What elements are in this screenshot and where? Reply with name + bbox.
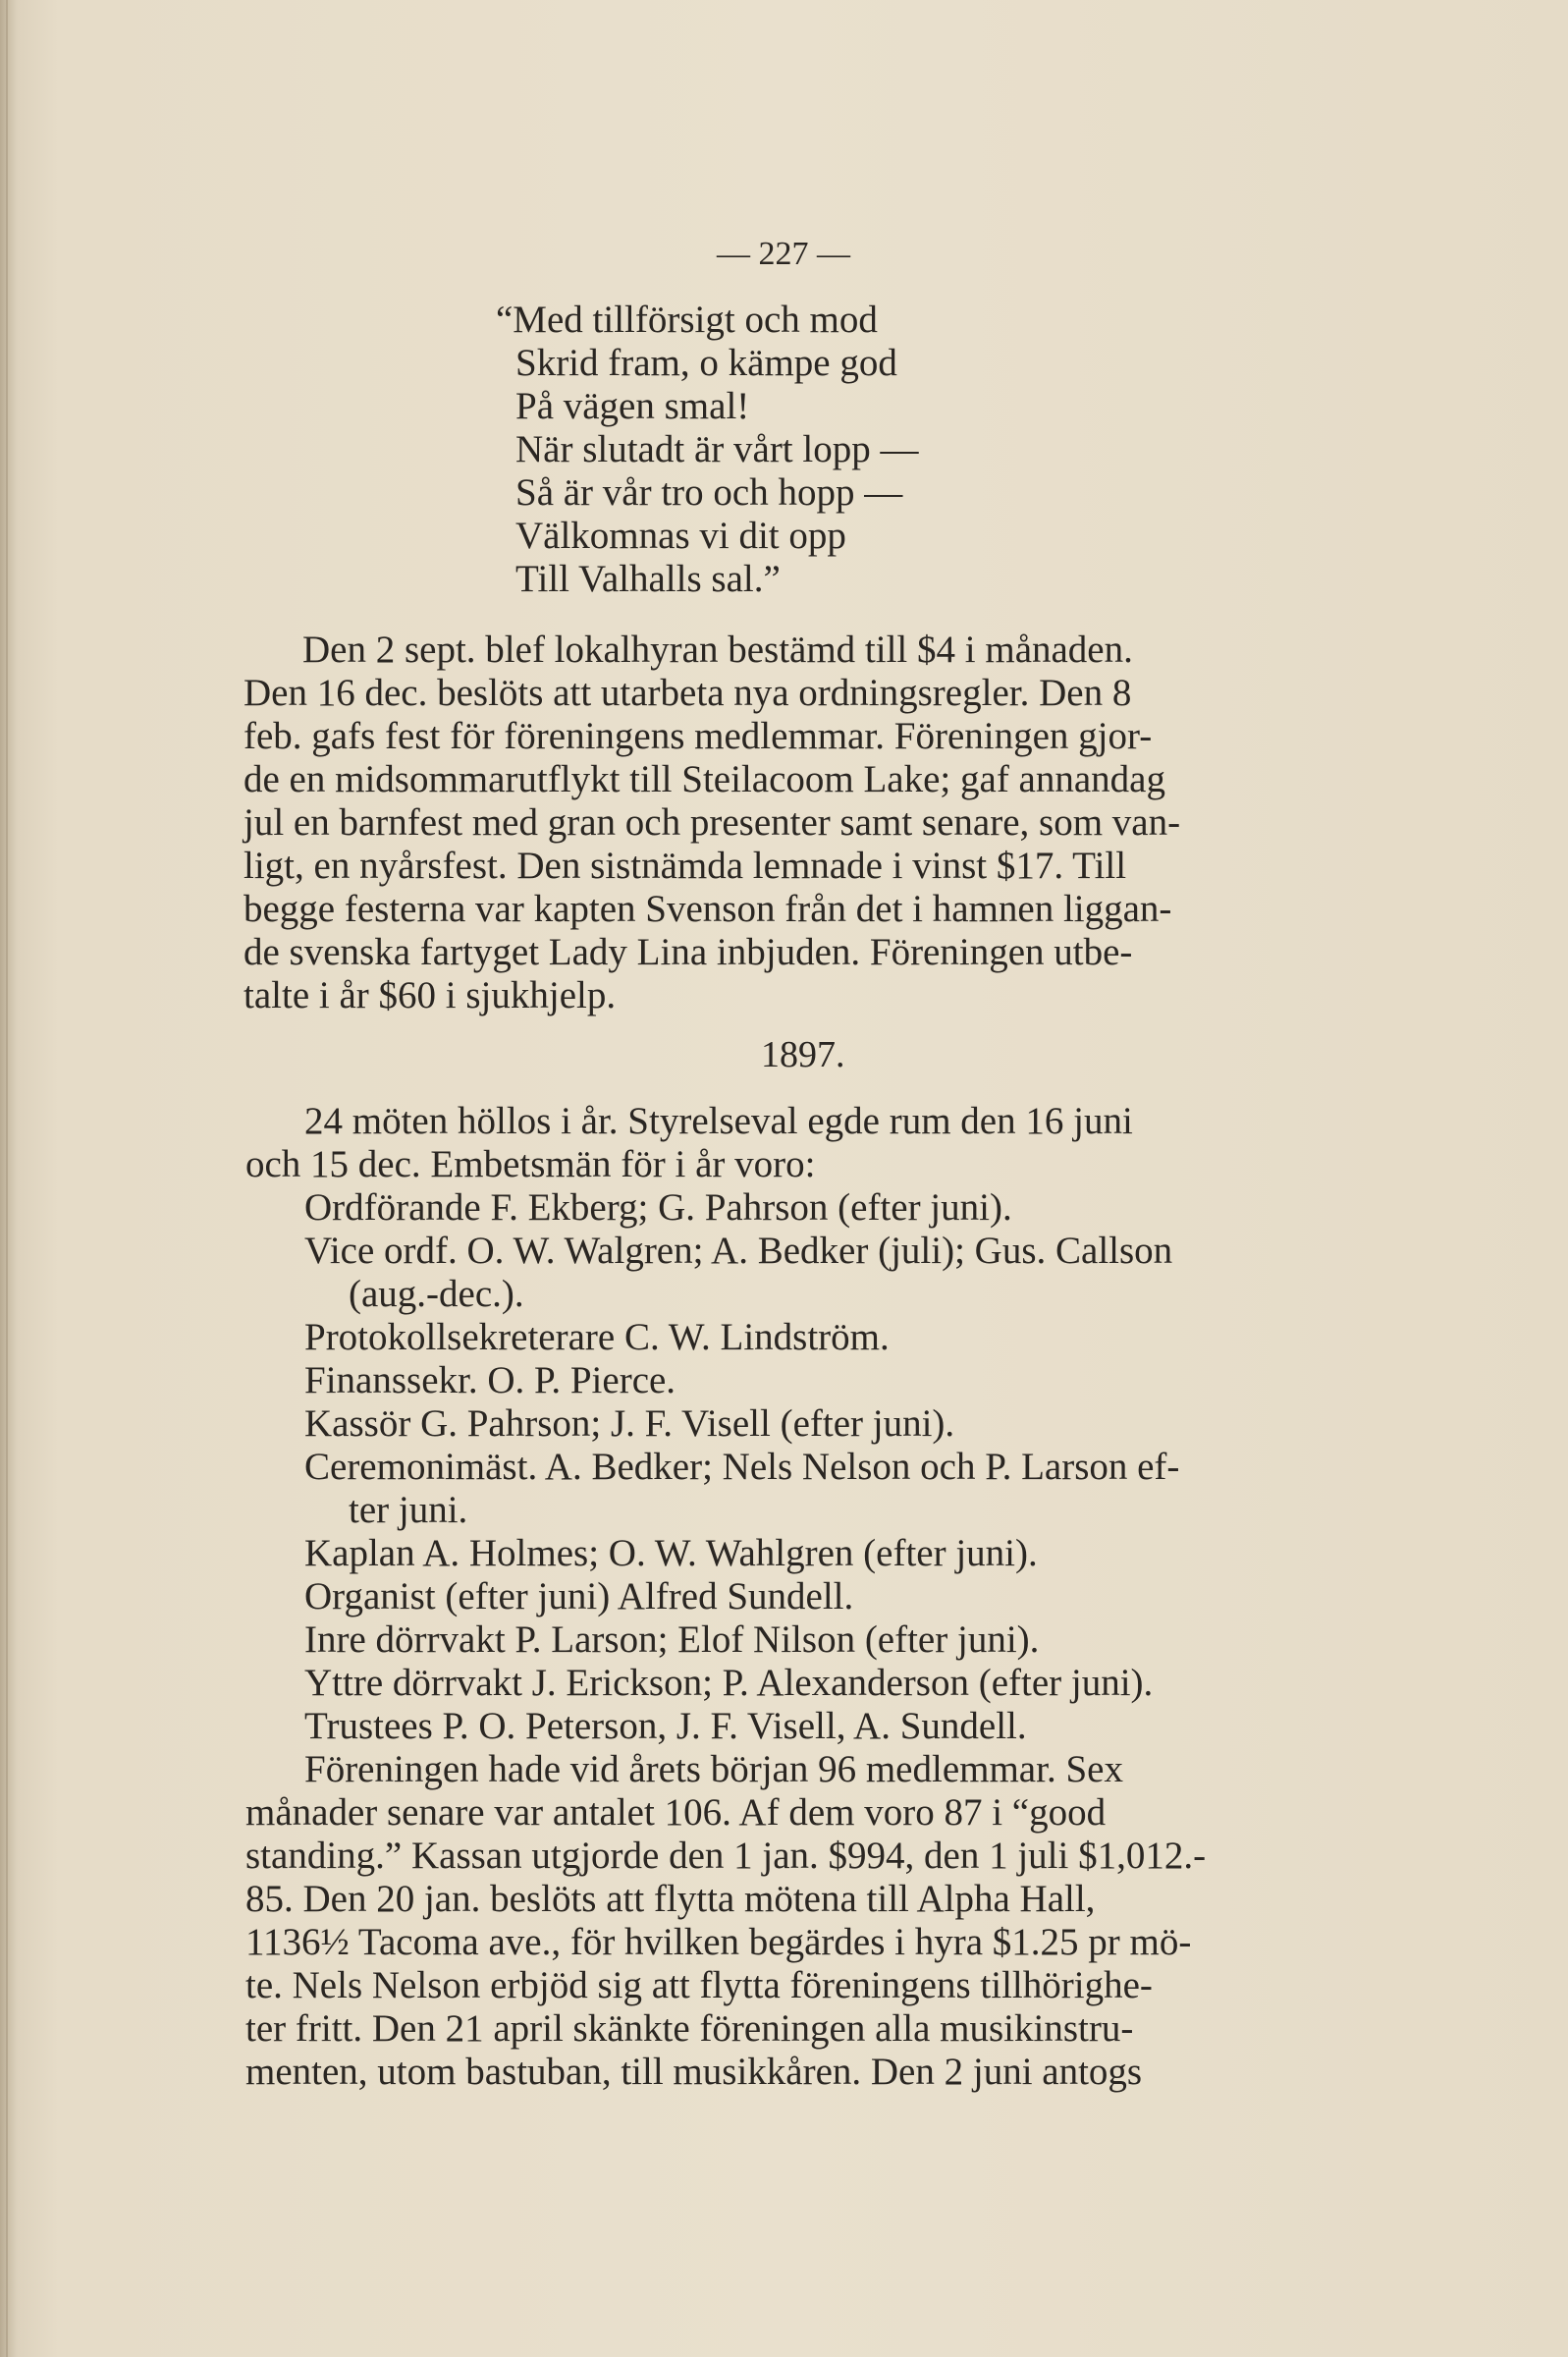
paragraph-line: Den 2 sept. blef lokalhyran bestämd till $4 i månaden.: [302, 629, 1133, 671]
officer-line: Ordförande F. Ekberg; G. Pahrson (efter juni).: [304, 1186, 1012, 1229]
poem-line: Så är vår tro och hopp —: [515, 471, 903, 514]
page-number: — 227 —: [717, 236, 850, 272]
paragraph-line: begge festerna var kapten Svenson från det i hamnen liggan-: [243, 888, 1172, 930]
poem-line: Skrid fram, o kämpe god: [515, 342, 897, 384]
poem-line: Till Valhalls sal.”: [515, 558, 781, 600]
paragraph-1897: [245, 1100, 1206, 2094]
year-heading: 1897.: [761, 1034, 845, 1075]
paragraph-1896: [243, 629, 1180, 1017]
paragraph-line: 85. Den 20 jan. beslöts att flytta mötena till Alpha Hall,: [245, 1878, 1096, 1920]
paragraph-line: ter fritt. Den 21 april skänkte föreningen alla musikinstru-: [245, 2007, 1134, 2050]
paragraph-line: 1136½ Tacoma ave., för hvilken begärdes i hyra $1.25 pr mö-: [245, 1921, 1192, 1963]
officer-line: Vice ordf. O. W. Walgren; A. Bedker (juli); Gus. Callson: [304, 1230, 1173, 1272]
poem-line: På vägen smal!: [515, 385, 750, 427]
officer-line: Yttre dörrvakt J. Erickson; P. Alexanderson (efter juni).: [304, 1662, 1154, 1704]
officer-line: Kassör G. Pahrson; J. F. Visell (efter juni).: [304, 1402, 955, 1445]
page-gutter: [6, 0, 8, 2357]
officer-line: Finanssekr. O. P. Pierce.: [304, 1359, 676, 1401]
poem-block: [496, 299, 918, 601]
paragraph-line: de svenska fartyget Lady Lina inbjuden. Föreningen utbe-: [243, 931, 1133, 973]
poem-line: När slutadt är vårt lopp —: [515, 428, 919, 470]
officer-line: (aug.-dec.).: [349, 1273, 524, 1315]
paragraph-line: jul en barnfest med gran och presenter samt senare, som van-: [243, 801, 1181, 844]
officer-line: Kaplan A. Holmes; O. W. Wahlgren (efter juni).: [304, 1532, 1038, 1574]
paragraph-line: ligt, en nyårsfest. Den sistnämda lemnade i vinst $17. Till: [243, 845, 1127, 887]
paragraph-line: och 15 dec. Embetsmän för i år voro:: [245, 1143, 816, 1185]
officer-line: Inre dörrvakt P. Larson; Elof Nilson (efter juni).: [304, 1618, 1040, 1661]
paragraph-line: te. Nels Nelson erbjöd sig att flytta föreningens tillhörighe-: [245, 1964, 1153, 2006]
paragraph-line: månader senare var antalet 106. Af dem voro 87 i “good: [245, 1791, 1107, 1834]
paragraph-line: Den 16 dec. beslöts att utarbeta nya ordningsregler. Den 8: [243, 672, 1132, 714]
officer-line: Organist (efter juni) Alfred Sundell.: [304, 1575, 854, 1617]
paragraph-line: 24 möten höllos i år. Styrelseval egde rum den 16 juni: [304, 1100, 1133, 1142]
paragraph-line: menten, utom bastuban, till musikkåren. Den 2 juni antogs: [245, 2051, 1143, 2093]
officer-line: Ceremonimäst. A. Bedker; Nels Nelson och P. Larson ef-: [304, 1446, 1180, 1488]
poem-line: “Med tillförsigt och mod: [496, 299, 878, 341]
paragraph-line: feb. gafs fest för föreningens medlemmar. Föreningen gjor-: [243, 715, 1153, 757]
officer-line: Protokollsekreterare C. W. Lindström.: [304, 1316, 890, 1358]
officer-line: Trustees P. O. Peterson, J. F. Visell, A. Sundell.: [304, 1705, 1027, 1747]
poem-line: Välkomnas vi dit opp: [515, 515, 846, 557]
paragraph-line: de en midsommarutflykt till Steilacoom Lake; gaf annandag: [243, 758, 1165, 800]
paragraph-line: Föreningen hade vid årets början 96 medlemmar. Sex: [304, 1748, 1123, 1790]
paragraph-line: standing.” Kassan utgjorde den 1 jan. $994, den 1 juli $1,012.-: [245, 1835, 1207, 1877]
officer-line: ter juni.: [349, 1489, 468, 1531]
paragraph-line: talte i år $60 i sjukhjelp.: [243, 974, 617, 1016]
